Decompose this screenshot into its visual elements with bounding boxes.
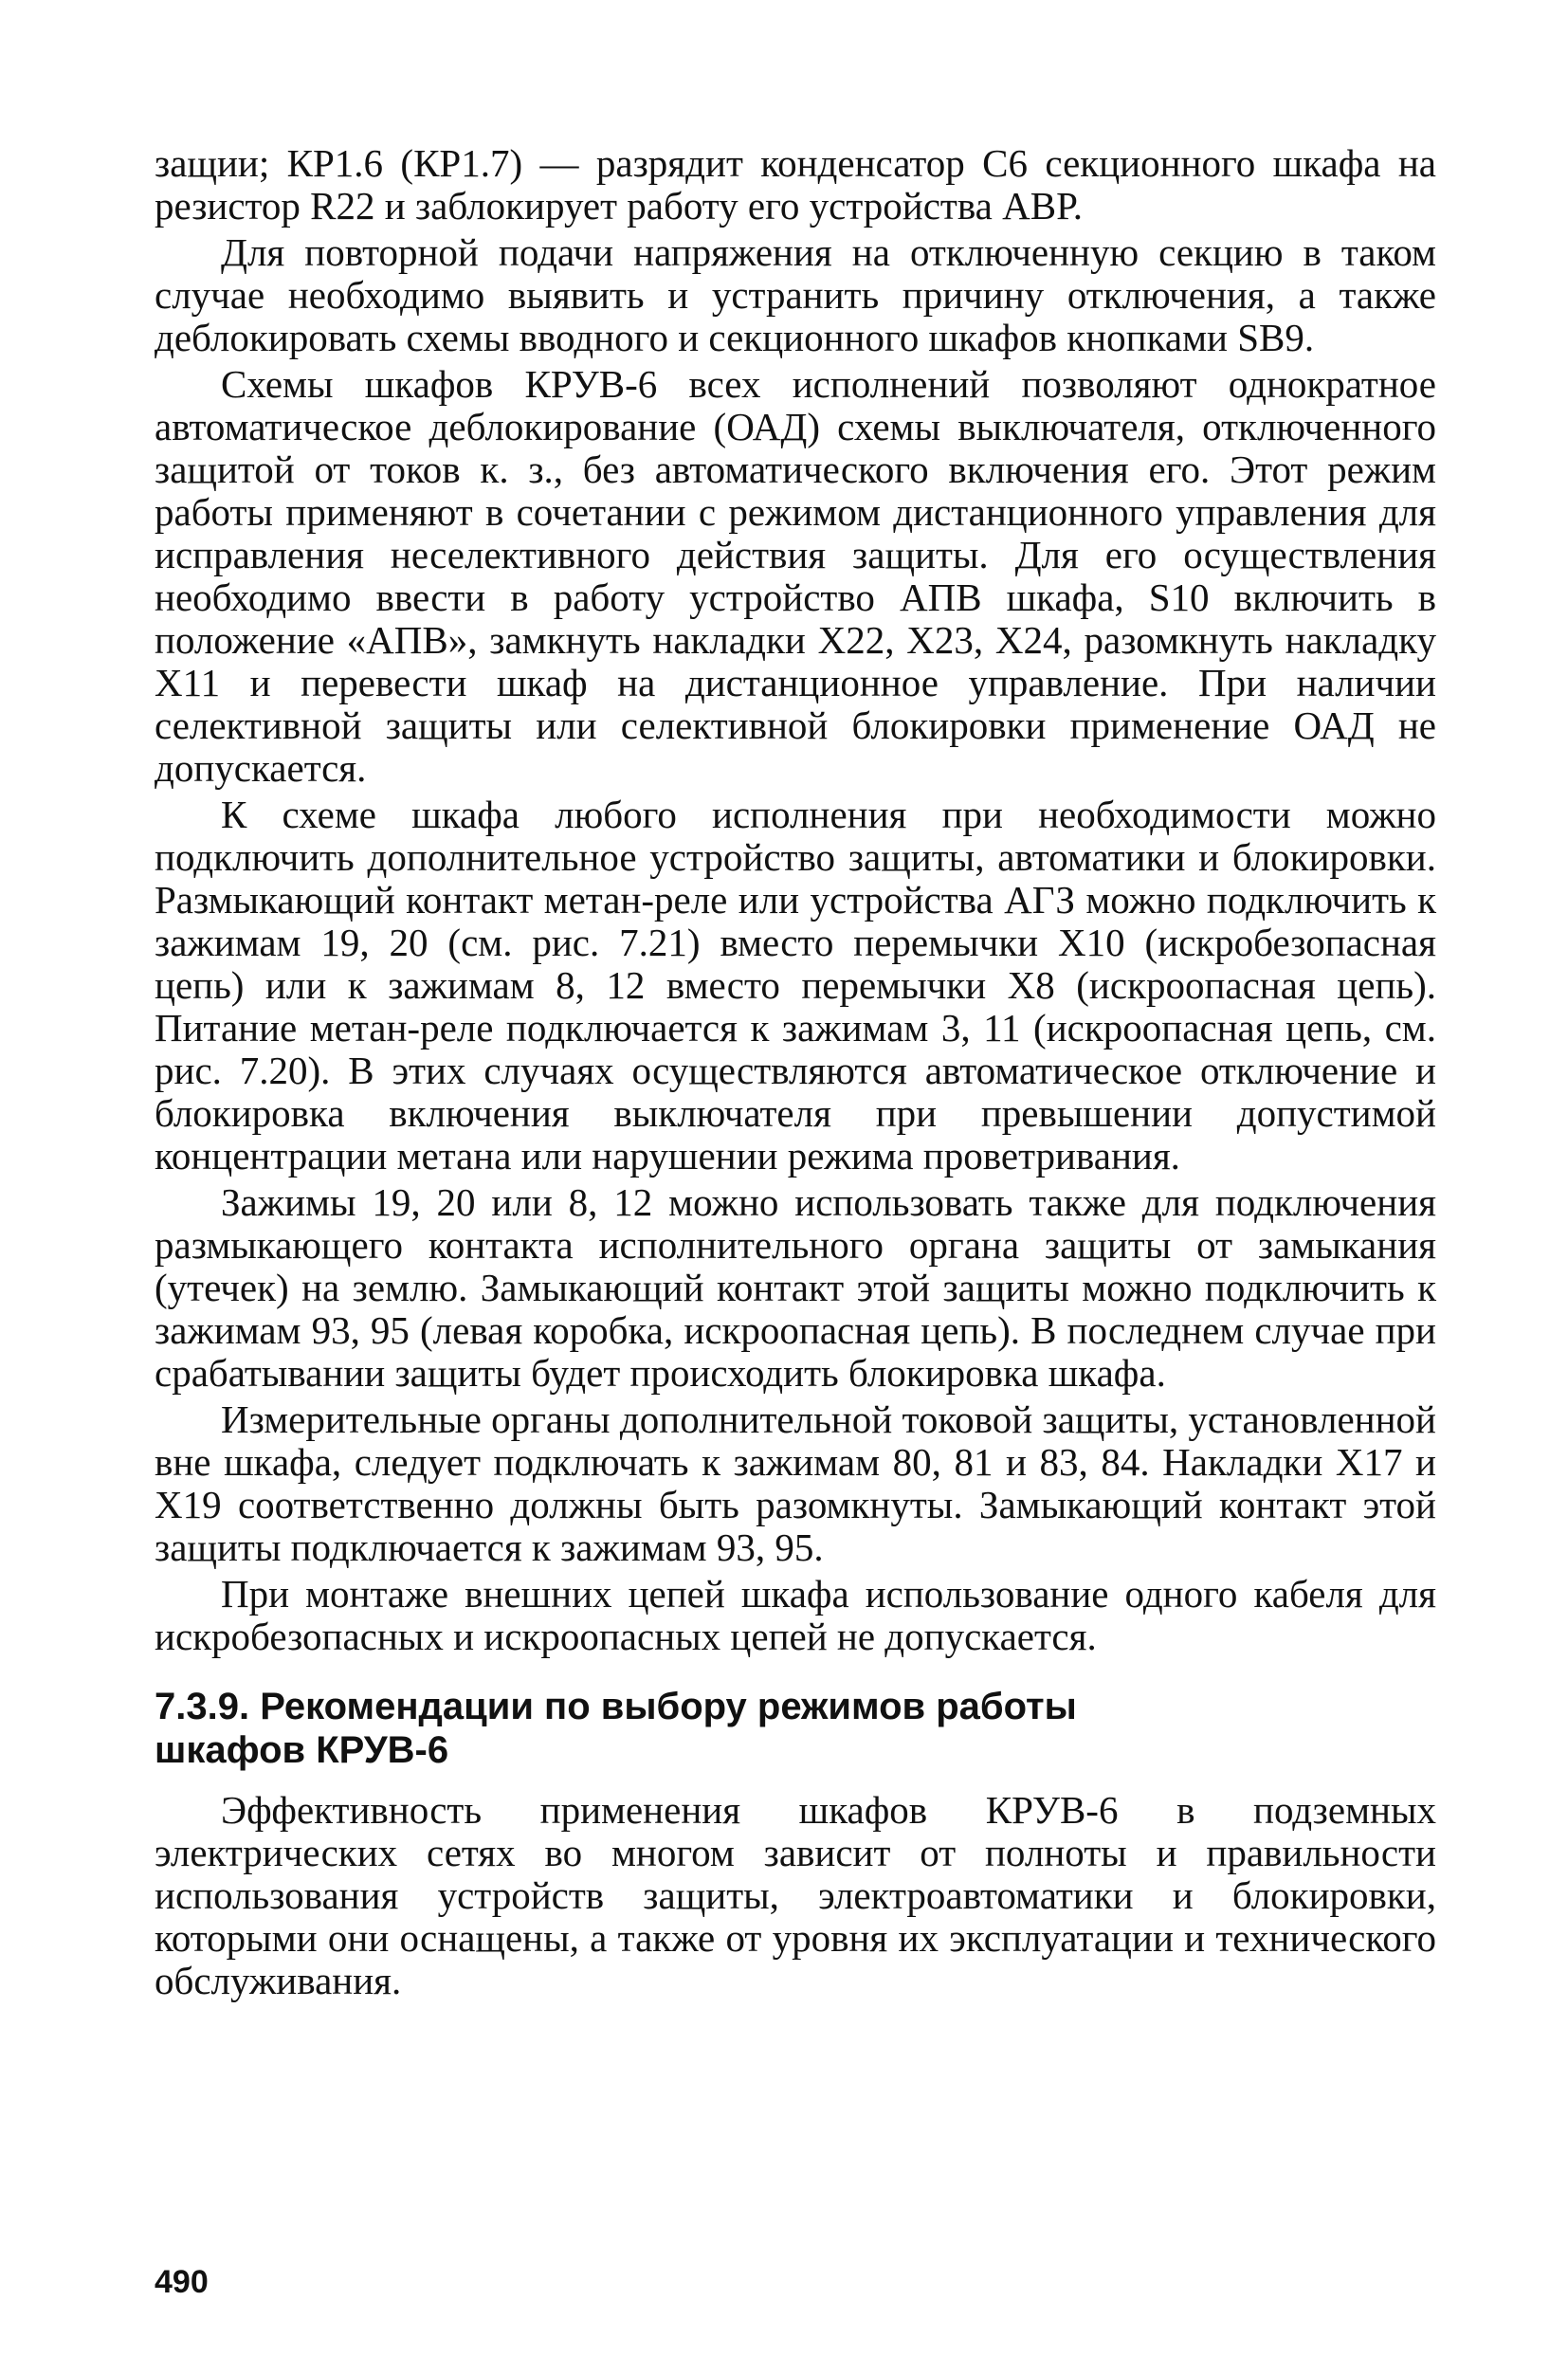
page-number: 490 <box>155 2264 209 2300</box>
section-heading-line-1: 7.3.9. Рекомендации по выбору режимов работы <box>155 1686 1077 1727</box>
paragraph-cable: При монтаже внешних цепей шкафа использование одного кабеля для искробезопасных и искроопасных цепей не допускается. <box>155 1572 1436 1658</box>
section-body-paragraph: Эффективность применения шкафов КРУВ-6 в подземных электрических сетях во многом зависит от полноты и правильности использования устройств защиты, электроавтоматики и блокировки, которыми они оснащены, а также от уровня их эксплуатации и технического обслуживания. <box>155 1788 1436 2002</box>
paragraph-additional-protection: К схеме шкафа любого исполнения при необходимости можно подключить дополнительное устройство защиты, автоматики и блокировки. Размыкающий контакт метан-реле или устройства АГЗ можно подключить к зажимам 19, 20 (см. рис. 7.21) вместо перемычки X10 (искробезопасная цепь) или к зажимам 8, 12 вместо перемычки X8 (искроопасная цепь). Питание метан-реле подключается к зажимам 3, 11 (искроопасная цепь, см. рис. 7.20). В этих случаях осуществляются автоматическое отключение и блокировка включения выключателя при превышении допустимой концентрации метана или нарушении режима проветривания. <box>155 793 1436 1178</box>
section-heading <box>155 1685 1436 1772</box>
paragraph-current-protection: Измерительные органы дополнительной токовой защиты, установленной вне шкафа, следует подключать к зажимам 80, 81 и 83, 84. Накладки X17 и X19 соответственно должны быть разомкнуты. Замыкающий контакт этой защиты подключается к зажимам 93, 95. <box>155 1397 1436 1569</box>
paragraph-clamps: Зажимы 19, 20 или 8, 12 можно использовать также для подключения размыкающего контакта исполнительного органа защиты от замыкания (утечек) на землю. Замыкающий контакт этой защиты можно подключить к зажимам 93, 95 (левая коробка, искроопасная цепь). В последнем случае при срабатывании защиты будет происходить блокировка шкафа. <box>155 1180 1436 1395</box>
paragraph-continuation: защии; КР1.6 (КР1.7) — разрядит конденсатор С6 секционного шкафа на резистор R22 и заблокирует работу его устройства АВР. <box>155 141 1436 228</box>
page-body <box>155 142 1436 2006</box>
section-heading-line-2: шкафов КРУВ-6 <box>155 1729 449 1771</box>
paragraph-reenergize: Для повторной подачи напряжения на отключенную секцию в таком случае необходимо выявить и устранить причину отключения, а также деблокировать схемы вводного и секционного шкафов кнопками SB9. <box>155 230 1436 359</box>
paragraph-oad: Схемы шкафов КРУВ-6 всех исполнений позволяют однократное автоматическое деблокирование (ОАД) схемы выключателя, отключенного защитой от токов к. з., без автоматического включения его. Этот режим работы применяют в сочетании с режимом дистанционного управления для исправления неселективного действия защиты. Для его осуществления необходимо ввести в работу устройство АПВ шкафа, S10 включить в положение «АПВ», замкнуть накладки X22, X23, X24, разомкнуть накладку X11 и перевести шкаф на дистанционное управление. При наличии селективной защиты или селективной блокировки применение ОАД не допускается. <box>155 362 1436 790</box>
